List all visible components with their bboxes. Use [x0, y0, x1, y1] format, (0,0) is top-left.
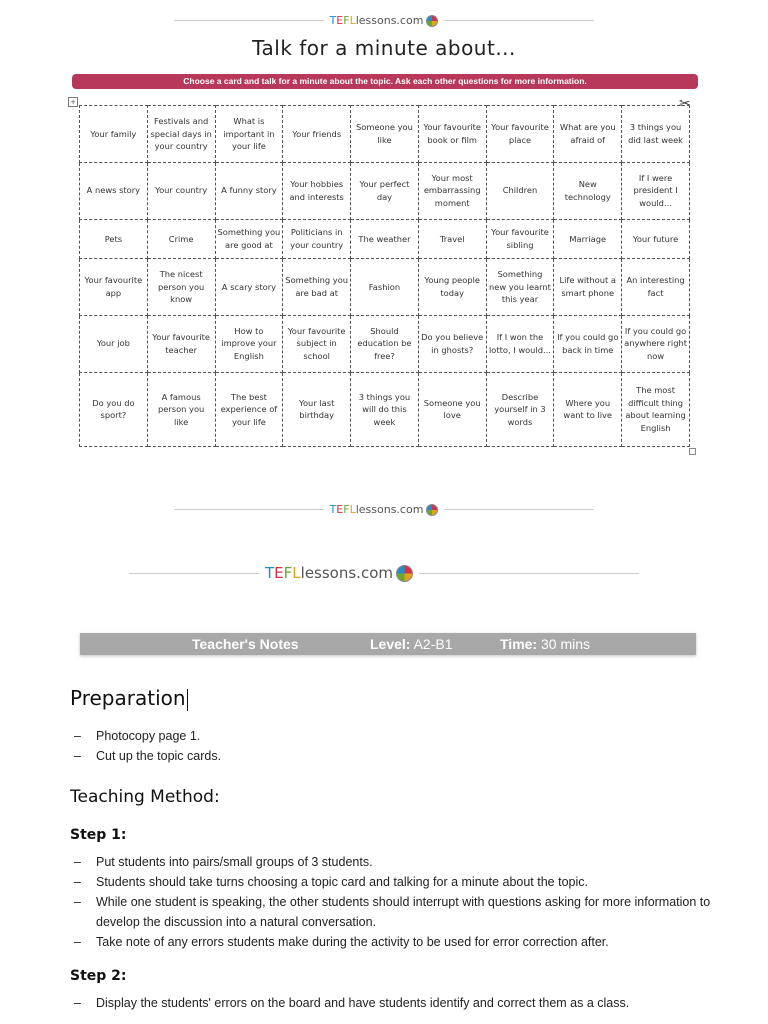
notes-label: Teacher's Notes [192, 636, 299, 652]
topic-card: Your last birthday [283, 372, 351, 446]
time-info: Time: 30 mins [500, 636, 591, 652]
topic-card: An interesting fact [622, 258, 690, 315]
step1-heading: Step 1: [70, 827, 127, 843]
page1-footer [0, 503, 768, 516]
topic-card: Something new you learnt this year [486, 258, 554, 315]
topic-card: Your favourite sibling [486, 219, 554, 258]
topic-card: Life without a smart phone [554, 258, 622, 315]
list-item: – Photocopy page 1. [72, 726, 716, 746]
level-value: A2-B1 [413, 636, 453, 652]
header-rule-right [444, 20, 594, 21]
list-item: – While one student is speaking, the other students should interrupt with questions asking for more information to develop the discussion into a natural conversation. [72, 892, 716, 932]
topic-card: If I were president I would... [622, 162, 690, 219]
topic-card: Your favourite place [486, 106, 554, 163]
list-item: – Display the students' errors on the board and have students identify and correct them as a class. [72, 993, 716, 1013]
topic-card: Pets [80, 219, 148, 258]
topic-card: If you could go back in time [554, 315, 622, 372]
step1-list [72, 852, 716, 952]
topic-card: Travel [418, 219, 486, 258]
brand-letter-e: E [336, 503, 344, 516]
card-row [80, 372, 690, 446]
topic-card: If you could go anywhere right now [622, 315, 690, 372]
list-item: – Put students into pairs/small groups of 3 students. [72, 852, 716, 872]
card-row [80, 106, 690, 163]
topic-card: Politicians in your country [283, 219, 351, 258]
topic-card: A funny story [215, 162, 283, 219]
list-item: – Take note of any errors students make during the activity to be used for error correction after. [72, 932, 716, 952]
worksheet-title: Talk for a minute about... [252, 36, 516, 60]
footer-rule-right [444, 509, 594, 510]
brand-text: lessons.com [355, 14, 424, 27]
card-row [80, 162, 690, 219]
text-cursor [187, 689, 188, 711]
topic-card: Something you are bad at [283, 258, 351, 315]
table-resize-handle[interactable] [689, 448, 696, 455]
topic-card: Marriage [554, 219, 622, 258]
step2-list [72, 993, 716, 1013]
topic-card: A famous person you like [147, 372, 215, 446]
brand-letter-t: T [329, 14, 337, 27]
topic-card: Your family [80, 106, 148, 163]
brand-letter-e: E [274, 564, 284, 582]
preparation-heading-text: Preparation [70, 686, 186, 710]
topic-card: Your most embarrassing moment [418, 162, 486, 219]
topic-card: 3 things you did last week [622, 106, 690, 163]
topic-card: How to improve your English [215, 315, 283, 372]
topic-card: 3 things you will do this week [351, 372, 419, 446]
topic-card: Your favourite app [80, 258, 148, 315]
level-info: Level: A2-B1 [370, 636, 453, 652]
topic-card: New technology [554, 162, 622, 219]
topic-card: Young people today [418, 258, 486, 315]
card-row [80, 315, 690, 372]
topic-card: Your hobbies and interests [283, 162, 351, 219]
teachers-notes-bar [80, 633, 696, 655]
topic-card: What are you afraid of [554, 106, 622, 163]
header2-rule-right [419, 573, 639, 574]
topic-card: Do you believe in ghosts? [418, 315, 486, 372]
topic-card: Your future [622, 219, 690, 258]
topic-card-grid [79, 105, 690, 447]
topic-card: What is important in your life [215, 106, 283, 163]
brand-letter-t: T [329, 503, 337, 516]
scissors-icon: ✂ [679, 96, 691, 112]
brand-text: lessons.com [355, 503, 424, 516]
header-rule-left [174, 20, 324, 21]
time-value: 30 mins [540, 636, 591, 652]
topic-card: Someone you love [418, 372, 486, 446]
topic-card: Your favourite subject in school [283, 315, 351, 372]
step2-heading: Step 2: [70, 968, 127, 984]
globe-logo-icon [396, 565, 413, 582]
brand-text: lessons.com [300, 564, 393, 582]
brand-letter-f: F [343, 14, 350, 27]
globe-logo-icon [426, 504, 438, 516]
topic-card: The weather [351, 219, 419, 258]
topic-card: A scary story [215, 258, 283, 315]
topic-card: Fashion [351, 258, 419, 315]
topic-card: Something you are good at [215, 219, 283, 258]
topic-card: The nicest person you know [147, 258, 215, 315]
preparation-list [72, 726, 716, 766]
topic-card: Where you want to live [554, 372, 622, 446]
list-item: – Cut up the topic cards. [72, 746, 716, 766]
topic-card: The best experience of your life [215, 372, 283, 446]
topic-card: Do you do sport? [80, 372, 148, 446]
footer-rule-left [174, 509, 324, 510]
page2-brand-logo [265, 564, 413, 582]
topic-card: Someone you like [351, 106, 419, 163]
topic-card: The most difficult thing about learning English [622, 372, 690, 446]
topic-card: Children [486, 162, 554, 219]
topic-card: Your job [80, 315, 148, 372]
globe-logo-icon [426, 15, 438, 27]
topic-card: Your perfect day [351, 162, 419, 219]
brand-letter-l: L [349, 14, 356, 27]
brand-letter-f: F [343, 503, 350, 516]
topic-card: Describe yourself in 3 words [486, 372, 554, 446]
card-row [80, 219, 690, 258]
brand-letter-e: E [336, 14, 344, 27]
topic-card: Should education be free? [351, 315, 419, 372]
topic-card: Your country [147, 162, 215, 219]
list-item: – Students should take turns choosing a topic card and talking for a minute about the topic. [72, 872, 716, 892]
table-move-handle-icon[interactable]: + [68, 97, 78, 107]
topic-card: If I won the lotto, I would... [486, 315, 554, 372]
topic-card: Festivals and special days in your country [147, 106, 215, 163]
brand-letter-f: F [283, 564, 293, 582]
page2-header [0, 564, 768, 582]
brand-letter-t: T [265, 564, 275, 582]
card-row [80, 258, 690, 315]
preparation-heading[interactable] [70, 686, 188, 711]
topic-card-table [79, 105, 690, 447]
brand-logo [330, 14, 439, 27]
instruction-banner: Choose a card and talk for a minute about the topic. Ask each other questions for more information. [72, 74, 698, 89]
topic-card: Your favourite book or film [418, 106, 486, 163]
brand-letter-l: L [292, 564, 301, 582]
page1-header [0, 14, 768, 27]
header2-rule-left [129, 573, 259, 574]
footer-brand-logo [330, 503, 439, 516]
topic-card: A news story [80, 162, 148, 219]
topic-card: Your favourite teacher [147, 315, 215, 372]
topic-card: Crime [147, 219, 215, 258]
teaching-method-heading: Teaching Method: [70, 787, 220, 807]
brand-letter-l: L [349, 503, 356, 516]
topic-card: Your friends [283, 106, 351, 163]
